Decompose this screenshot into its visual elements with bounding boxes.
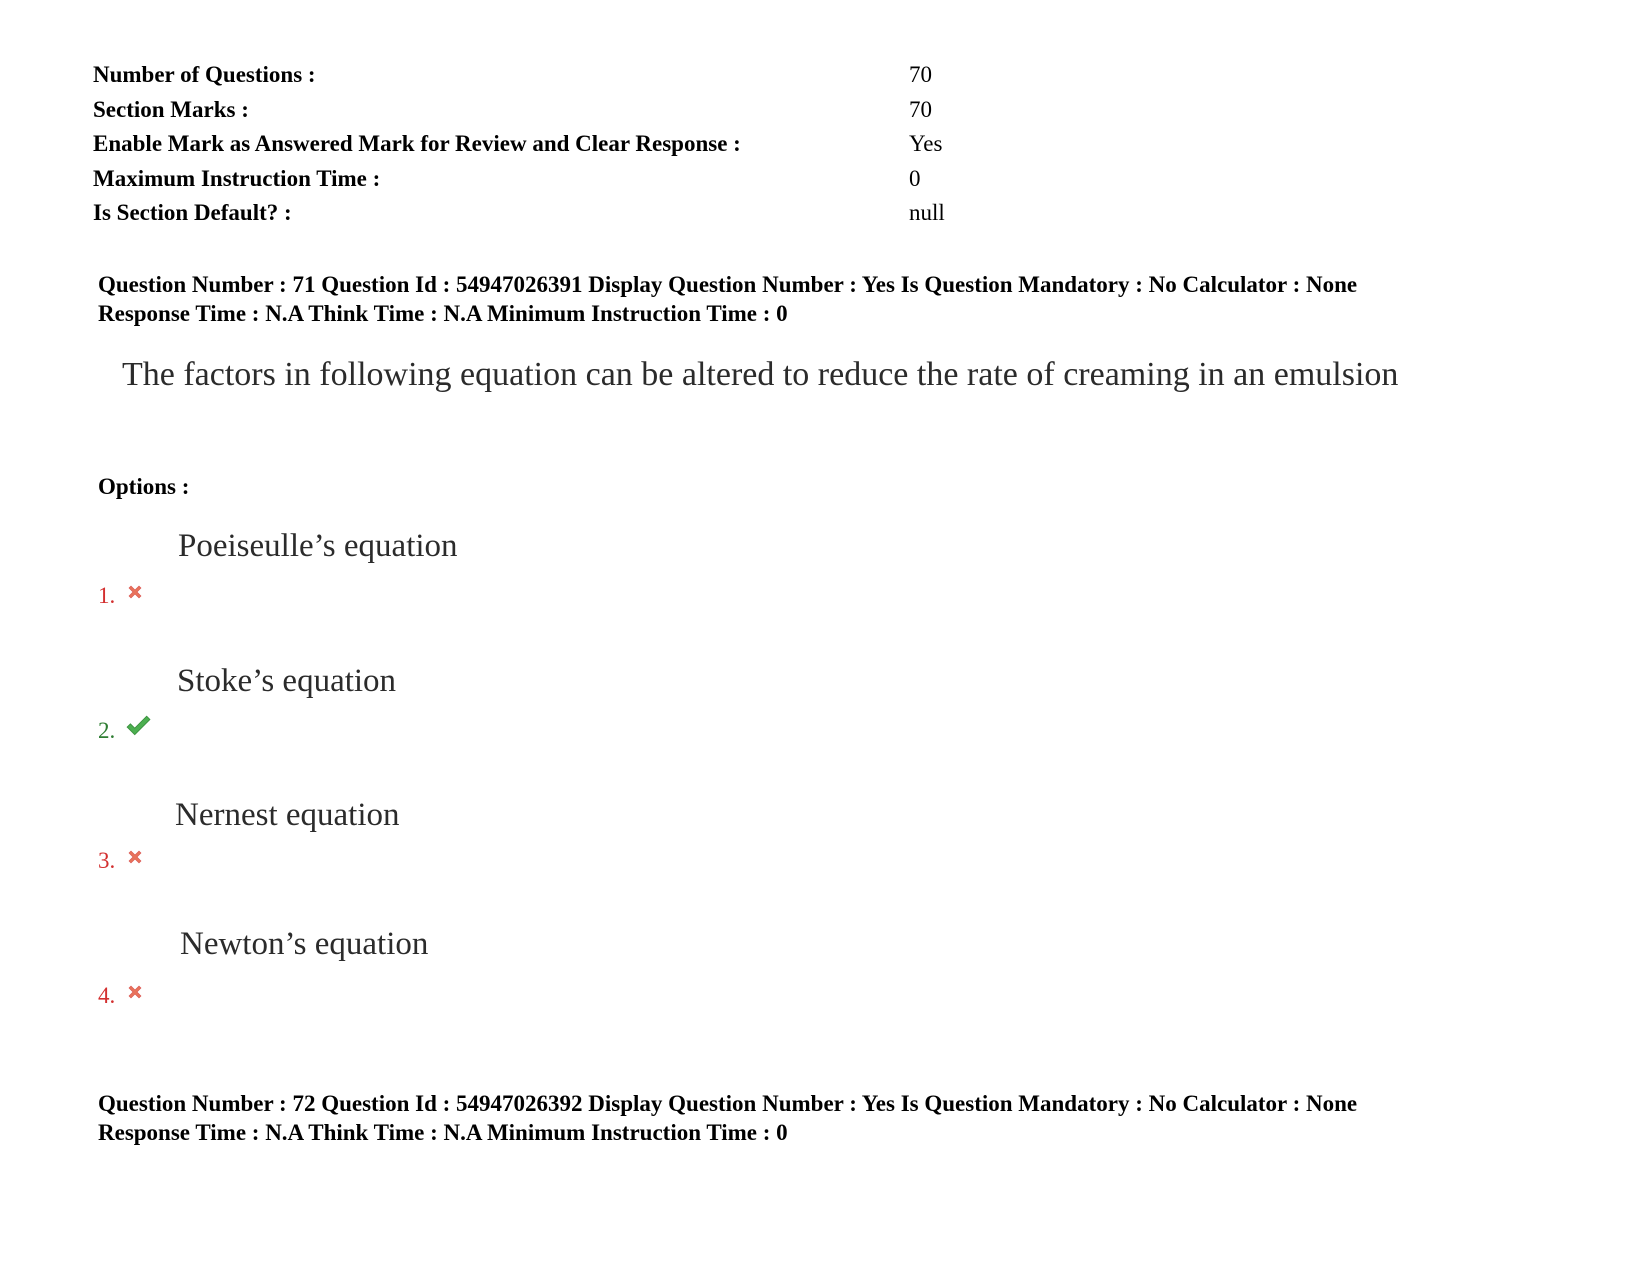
info-label: Section Marks :	[93, 96, 249, 122]
question-header-line-1: Question Number : 71 Question Id : 54947026391 Display Question Number : Yes Is Question Mandatory : No Calculator : None	[98, 272, 1358, 297]
question-text: The factors in following equation can be altered to reduce the rate of creaming in an emulsion	[122, 356, 1399, 393]
option-number: 4.	[98, 983, 116, 1008]
option-text: Nernest equation	[175, 797, 400, 833]
info-label: Maximum Instruction Time :	[93, 165, 381, 191]
options-label: Options :	[98, 474, 190, 499]
info-row-enable-mark	[93, 127, 993, 162]
cross-icon	[125, 982, 145, 1002]
cross-icon	[125, 847, 145, 867]
option-text: Newton’s equation	[180, 926, 429, 962]
option-number: 2.	[98, 718, 116, 743]
question-71-header	[98, 271, 1357, 328]
question-72-header	[98, 1090, 1357, 1147]
option-1	[0, 520, 900, 630]
option-4	[0, 920, 900, 1030]
option-3	[0, 795, 900, 905]
question-header-line-1: Question Number : 72 Question Id : 54947026392 Display Question Number : Yes Is Question Mandatory : No Calculator : None	[98, 1091, 1358, 1116]
info-label: Number of Questions :	[93, 62, 316, 87]
cross-icon	[125, 582, 145, 602]
check-icon	[125, 715, 151, 737]
option-text: Poeiseulle’s equation	[178, 528, 458, 564]
option-number: 1.	[98, 583, 116, 608]
info-row-max-instruction-time	[93, 162, 993, 197]
section-info	[93, 58, 993, 231]
info-row-section-marks	[93, 93, 993, 128]
question-header-line-2: Response Time : N.A Think Time : N.A Minimum Instruction Time : 0	[98, 300, 788, 326]
info-value: 70	[909, 62, 932, 87]
info-value: 0	[909, 165, 921, 191]
info-row-section-default	[93, 196, 993, 231]
info-label: Enable Mark as Answered Mark for Review and Clear Response :	[93, 131, 741, 156]
option-2	[0, 655, 900, 765]
info-value: Yes	[909, 131, 943, 156]
option-number: 3.	[98, 848, 116, 873]
info-label: Is Section Default? :	[93, 200, 292, 225]
info-value: null	[909, 200, 945, 225]
info-row-number-of-questions	[93, 58, 993, 93]
option-text: Stoke’s equation	[177, 663, 397, 699]
question-header-line-2: Response Time : N.A Think Time : N.A Minimum Instruction Time : 0	[98, 1119, 788, 1145]
info-value: 70	[909, 96, 932, 122]
